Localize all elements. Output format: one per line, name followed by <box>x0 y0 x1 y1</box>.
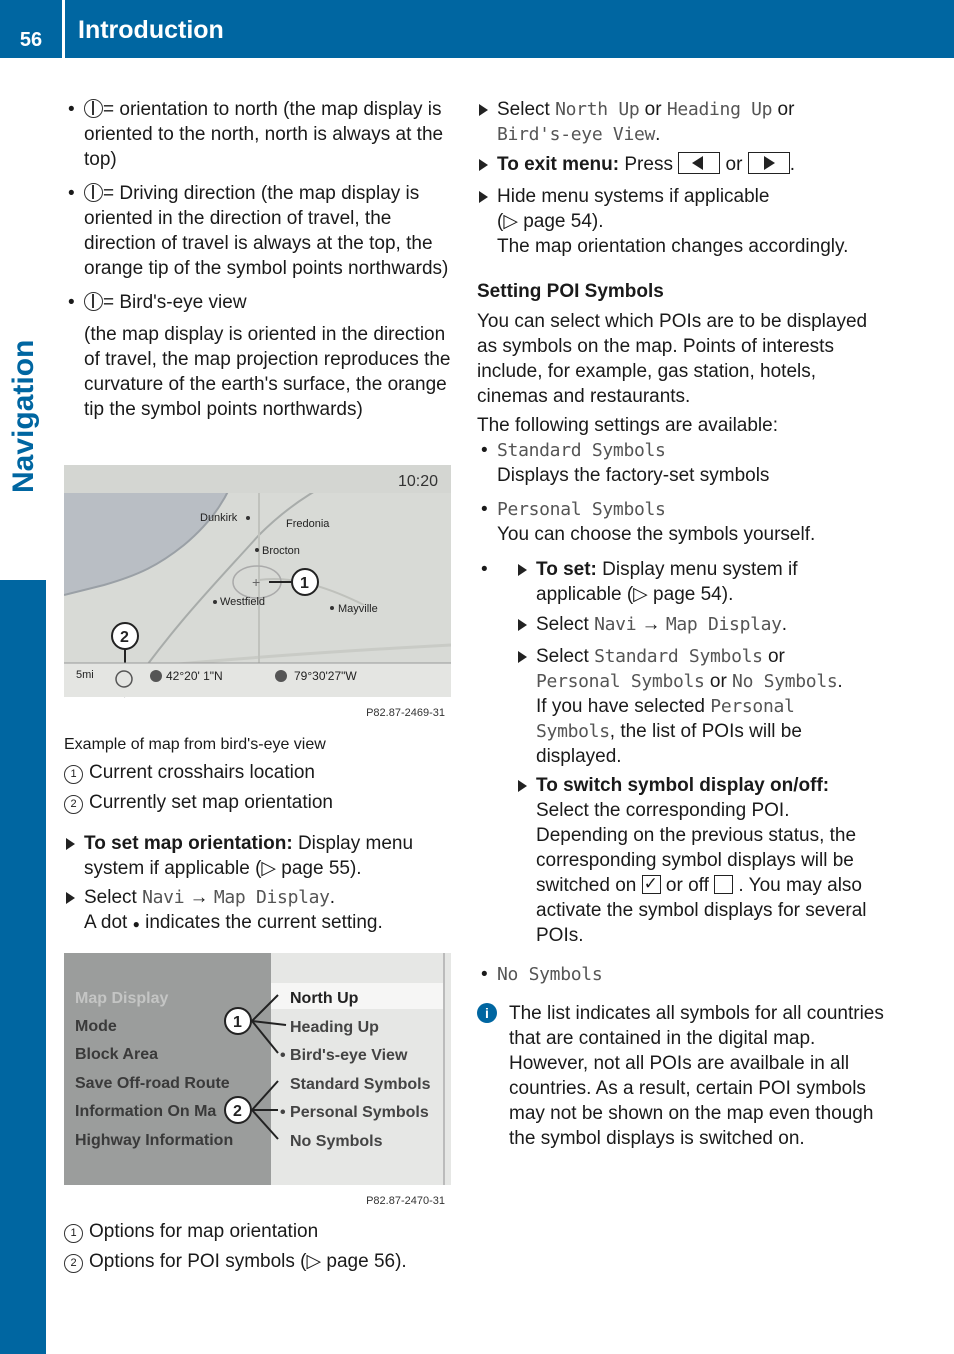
info-note <box>477 1001 884 1151</box>
menu-term: Heading Up <box>666 99 773 120</box>
step-text: indicates the current setting. <box>139 912 383 933</box>
switch-display-step <box>516 773 872 948</box>
menu-left-item: Save Off-road Route <box>75 1075 230 1092</box>
menu-term: Map Display <box>213 887 330 908</box>
step-bold: To set map orientation: <box>84 833 293 854</box>
left-column <box>64 97 454 422</box>
compass-birdseye-icon <box>84 292 103 311</box>
map-callout-2-label: 2 <box>120 629 129 646</box>
menu-term: North Up <box>555 99 640 120</box>
step-text: Select <box>536 614 595 635</box>
step-text: Display menu system if applicable (▷ page 55). <box>84 833 414 879</box>
map-figure <box>64 465 451 720</box>
menu-image <box>64 953 451 1211</box>
step-text: Display menu system if applicable (▷ page 54). <box>536 559 798 605</box>
orientation-birdseye-item <box>64 290 454 315</box>
step-text: or <box>720 154 748 175</box>
map-longitude: 79°30'27"W <box>294 669 357 683</box>
map-place-mayville: Mayville <box>338 603 378 615</box>
step-text: Select <box>84 887 143 908</box>
map-place-fredonia: Fredonia <box>286 518 330 530</box>
menu-term: Map Display <box>665 614 782 635</box>
menu-left-item: Highway Information <box>75 1132 234 1149</box>
menu-right-item: • Personal Symbols <box>280 1104 429 1121</box>
option-standard <box>477 438 872 488</box>
menu-term: Navi <box>594 614 637 635</box>
step-text: . <box>655 124 661 145</box>
step-text: Select <box>497 99 556 120</box>
compass-driving-icon <box>84 183 103 202</box>
menu-term: Personal Symbols <box>536 671 705 692</box>
legend-item <box>64 790 454 815</box>
info-text: The list indicates all symbols for all countries that are contained in the digital map. However, not all POIs are availbale in all countries. As a result, certain POI symbols may not be shown on the map even though the symbol displays is switched on. <box>509 1003 884 1149</box>
compass-north-icon <box>84 99 103 118</box>
select-orientation-step <box>477 97 872 147</box>
step-text: Select <box>536 646 595 667</box>
map-callout-1-label: 1 <box>300 575 309 592</box>
option-no-symbols <box>477 962 872 987</box>
map-latitude: 42°20' 1"N <box>166 669 223 683</box>
map-legend <box>64 732 454 937</box>
legend-number: 2 <box>64 1254 83 1273</box>
step-text: or <box>704 671 733 692</box>
menu-right-item: • Bird's-eye View <box>280 1047 408 1064</box>
menu-right-item: North Up <box>290 990 359 1007</box>
step-text: or <box>639 99 667 120</box>
left-key-icon <box>678 152 720 174</box>
page-number: 56 <box>19 29 43 51</box>
poi-heading: Setting POI Symbols <box>477 281 664 302</box>
legend-text: Current crosshairs location <box>89 762 315 783</box>
orientation-birdseye-text: = Bird's-eye view <box>103 292 247 313</box>
orientation-north-item <box>64 97 454 172</box>
step-text: . <box>781 614 787 635</box>
exit-menu-step <box>477 152 872 177</box>
svg-text:+: + <box>252 574 261 590</box>
arrow-text: → <box>636 614 666 635</box>
map-figure-code: P82.87-2469-31 <box>366 707 445 719</box>
set-orientation-step <box>64 831 454 881</box>
hide-menu-step <box>477 184 872 259</box>
menu-term: No Symbols <box>497 964 603 985</box>
step-text: Hide menu systems if applicable <box>497 186 770 207</box>
legend-item <box>64 1219 454 1244</box>
step-text: Select the corresponding POI. Depending on the previous status, the corresponding symbol displays will be switched on <box>536 800 857 896</box>
map-place-westfield: Westfield <box>220 596 266 608</box>
side-tab-label: Navigation <box>2 338 46 495</box>
right-key-icon <box>748 152 790 174</box>
menu-callout-1-label: 1 <box>233 1014 242 1031</box>
menu-figure <box>64 953 451 1211</box>
poi-intro: You can select which POIs are to be displayed as symbols on the map. Points of interests include, for example, gas station, hotels, cinemas and restaurants. <box>477 311 868 407</box>
orientation-driving-item <box>64 181 454 281</box>
step-text: or <box>772 99 795 120</box>
legend-text: Options for map orientation <box>89 1221 319 1242</box>
map-scale: 5mi <box>76 669 94 681</box>
legend-text: Options for POI symbols (▷ page 56). <box>89 1251 407 1272</box>
step-text: . <box>789 154 795 175</box>
legend-number: 2 <box>64 795 83 814</box>
settings-intro: The following settings are available: <box>477 415 779 436</box>
menu-right-item: No Symbols <box>290 1133 383 1150</box>
birdseye-description: (the map display is oriented in the direction of travel, the map projection reproduces the curvature of the earth's surface, the orange tip the symbol points northwards) <box>84 324 451 420</box>
step-bold: To exit menu: <box>497 154 620 175</box>
step-bold: To set: <box>536 559 597 580</box>
step-bold: To switch symbol display on/off: <box>536 775 830 796</box>
step-text: or off <box>660 875 715 896</box>
page-title: Introduction <box>78 16 224 44</box>
step-text: The map orientation changes accordingly. <box>497 236 849 257</box>
menu-legend <box>64 1219 454 1274</box>
step-text: . <box>837 671 843 692</box>
step-text: If you have selected <box>536 696 711 717</box>
orientation-north-text: = orientation to north (the map display is oriented to the north, north is always at the top) <box>84 99 444 170</box>
option-desc: You can choose the symbols yourself. <box>497 524 816 545</box>
menu-right-item: Standard Symbols <box>290 1076 431 1093</box>
option-personal <box>477 497 872 547</box>
select-map-display-step <box>64 885 454 937</box>
side-tab-label-box <box>0 339 48 503</box>
menu-left-item: Map Display <box>75 990 169 1007</box>
menu-figure-code: P82.87-2470-31 <box>366 1195 445 1207</box>
orientation-driving-text: = Driving direction (the map display is oriented in the direction of travel, the direction of travel is always at the top, the orange tip of the symbol points northwards) <box>84 183 449 279</box>
option-substeps <box>477 557 872 948</box>
map-caption: Example of map from bird's-eye view <box>64 736 326 753</box>
menu-term: Navi <box>142 887 185 908</box>
legend-text: Currently set map orientation <box>89 792 333 813</box>
menu-term: Personal Symbols <box>497 499 666 520</box>
map-place-brocton: Brocton <box>262 545 300 557</box>
select-navi-step <box>516 612 872 637</box>
select-symbols-step <box>516 644 872 769</box>
map-place-dunkirk: Dunkirk <box>200 512 238 524</box>
legend-number: 1 <box>64 765 83 784</box>
menu-term: No Symbols <box>732 671 838 692</box>
step-text: . <box>329 887 335 908</box>
step-text: A dot <box>84 912 133 933</box>
dot-icon: ● <box>132 917 140 931</box>
step-text: or <box>762 646 785 667</box>
info-icon: i <box>477 1003 497 1023</box>
step-text: (▷ page 54). <box>497 211 604 232</box>
arrow-text: → <box>184 887 214 908</box>
globe-icon <box>275 670 287 682</box>
menu-callout-2-label: 2 <box>233 1103 242 1120</box>
menu-left-item: Information On Ma <box>75 1103 217 1120</box>
menu-left-item: Mode <box>75 1018 117 1035</box>
step-text: , the list of POIs will be displayed. <box>536 721 802 767</box>
to-set-step <box>516 557 872 607</box>
legend-item <box>64 760 454 785</box>
legend-number: 1 <box>64 1224 83 1243</box>
checkbox-checked-icon <box>642 875 661 894</box>
gps-icon <box>150 670 162 682</box>
menu-left-item: Block Area <box>75 1046 158 1063</box>
checkbox-empty-icon <box>714 875 733 894</box>
menu-term: Standard Symbols <box>594 646 763 667</box>
menu-term: Bird's-eye View <box>497 124 656 145</box>
map-clock: 10:20 <box>398 473 439 490</box>
step-text: . You may also activate the symbol displays for several POIs. <box>536 875 867 946</box>
right-column <box>477 97 884 1151</box>
option-desc: Displays the factory-set symbols <box>497 465 770 486</box>
menu-term: Standard Symbols <box>497 440 666 461</box>
step-text: Press <box>619 154 679 175</box>
legend-item <box>64 1249 454 1274</box>
menu-term: Personal Symbols <box>536 696 795 742</box>
map-image <box>64 465 451 720</box>
menu-right-item: Heading Up <box>290 1019 379 1036</box>
